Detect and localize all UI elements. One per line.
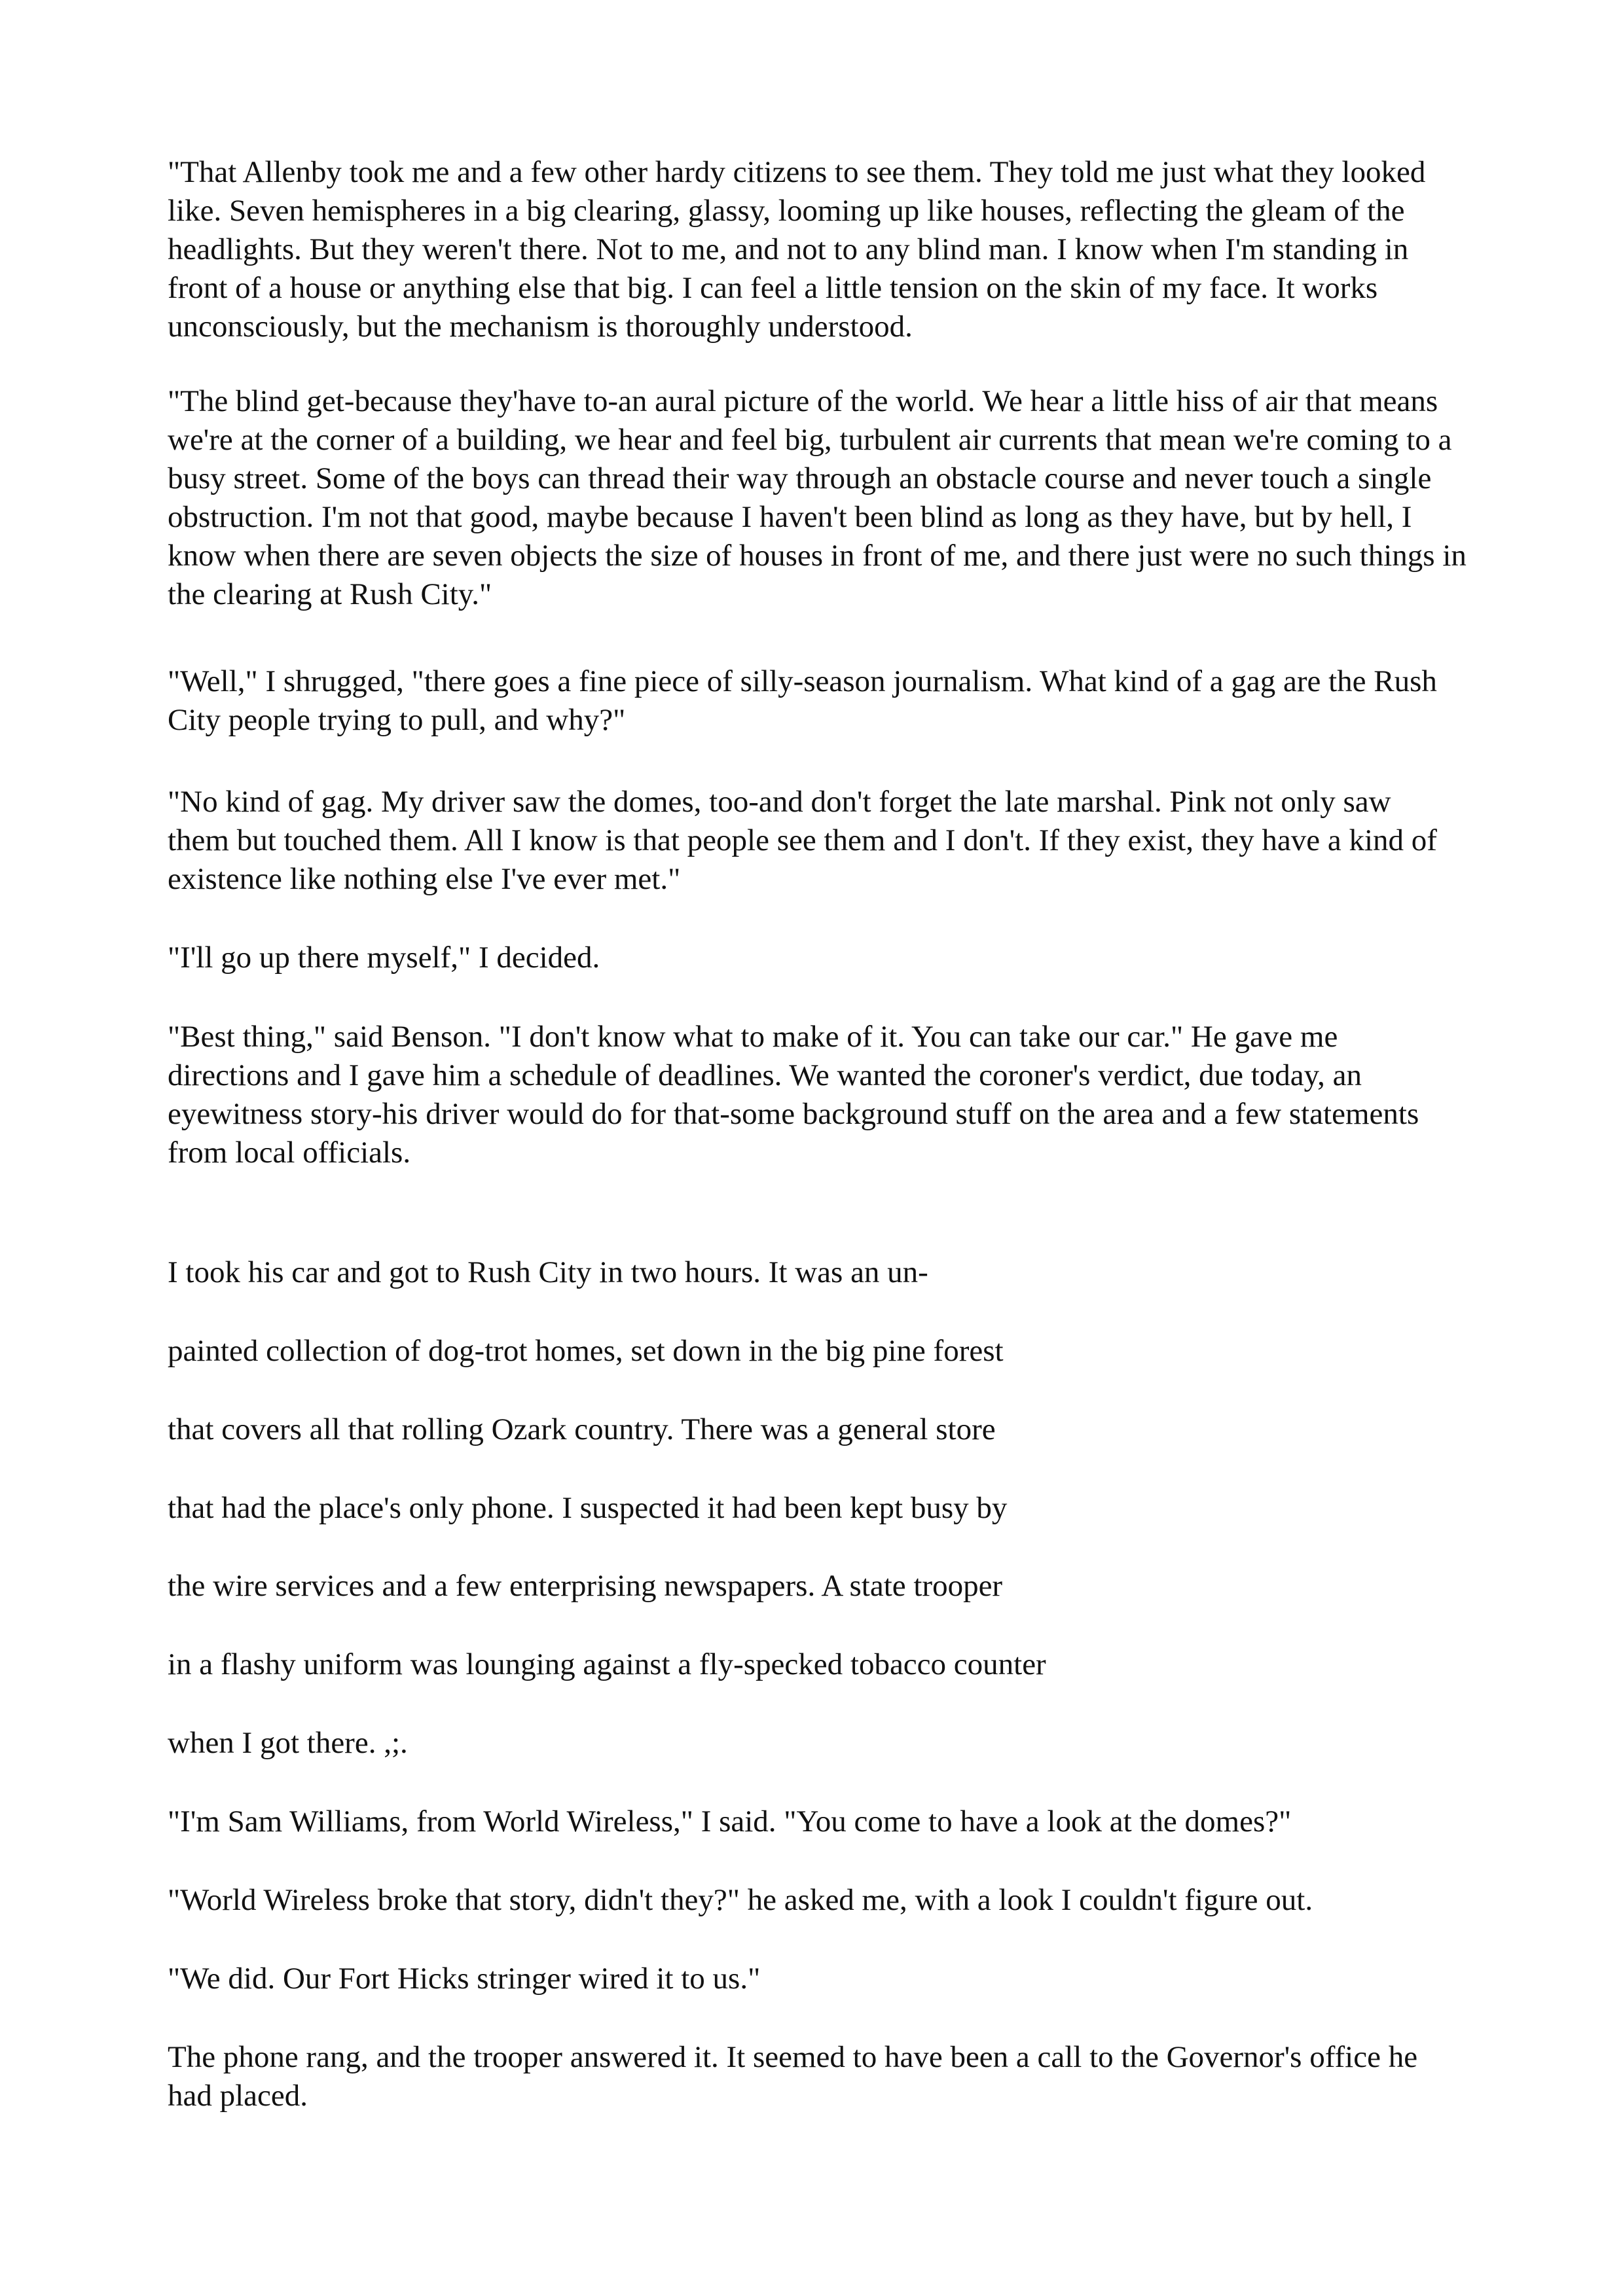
paragraph-go-up-there: "I'll go up there myself," I decided. (168, 941, 600, 975)
text-line: in a flashy uniform was lounging against a fly-specked tobacco counter (168, 1647, 1046, 1681)
text-line: that covers all that rolling Ozark country. There was a general store (168, 1412, 996, 1446)
paragraph-no-kind-of-gag: "No kind of gag. My driver saw the domes, too-and don't forget the late marshal. Pink not only saw them but touched them. All I know is that people see them and I don't. If they exist, they have a kind of existence like nothing else I've ever met." (168, 785, 1437, 896)
text-line: that had the place's only phone. I suspected it had been kept busy by (168, 1491, 1008, 1525)
paragraph-phone-rang: The phone rang, and the trooper answered it. It seemed to have been a call to the Governor's office he had placed. (168, 2040, 1418, 2113)
dialogue-line: "We did. Our Fort Hicks stringer wired it to us." (168, 1962, 761, 1996)
text-line: the wire services and a few enterprising newspapers. A state trooper (168, 1569, 1003, 1603)
text-line: painted collection of dog-trot homes, set down in the big pine forest (168, 1334, 1004, 1368)
paragraph-silly-season: "Well," I shrugged, "there goes a fine piece of silly-season journalism. What kind of a gag are the Rush City people trying to pull, and why?" (168, 664, 1437, 737)
paragraph-blind-aural: "The blind get-because they'have to-an aural picture of the world. We hear a little hiss of air that means we're at the corner of a building, we hear and feel big, turbulent air currents that mean we're coming to a busy street. Some of the boys can thread their way through an obstacle course and never touch a single obstruction. I'm not that good, maybe because I haven't been blind as long as they have, but by hell, I know when there are seven objects the size of houses in front of me, and there just were no such things in the clearing at Rush City." (168, 384, 1467, 611)
text-line: when I got there. ,;. (168, 1726, 408, 1760)
dialogue-line: "World Wireless broke that story, didn't they?" he asked me, with a look I couldn't figure out. (168, 1883, 1313, 1917)
text-line: I took his car and got to Rush City in two hours. It was an un- (168, 1255, 928, 1289)
paragraph-best-thing: "Best thing," said Benson. "I don't know what to make of it. You can take our car." He gave me directions and I gave him a schedule of deadlines. We wanted the coroner's verdict, due today, an eyewitness story-his driver would do for that-some background stuff on the area and a few statements from local officials. (168, 1020, 1419, 1170)
dialogue-line: "I'm Sam Williams, from World Wireless," I said. "You come to have a look at the domes?" (168, 1804, 1292, 1839)
paragraph-allenby: "That Allenby took me and a few other hardy citizens to see them. They told me just what they looked like. Seven hemispheres in a big clearing, glassy, looming up like houses, reflecting the gleam of the headlights. But they weren't there. Not to me, and not to any blind man. I know when I'm standing in front of a house or anything else that big. I can feel a little tension on the skin of my face. It works unconsciously, but the mechanism is thoroughly understood. (168, 155, 1426, 344)
